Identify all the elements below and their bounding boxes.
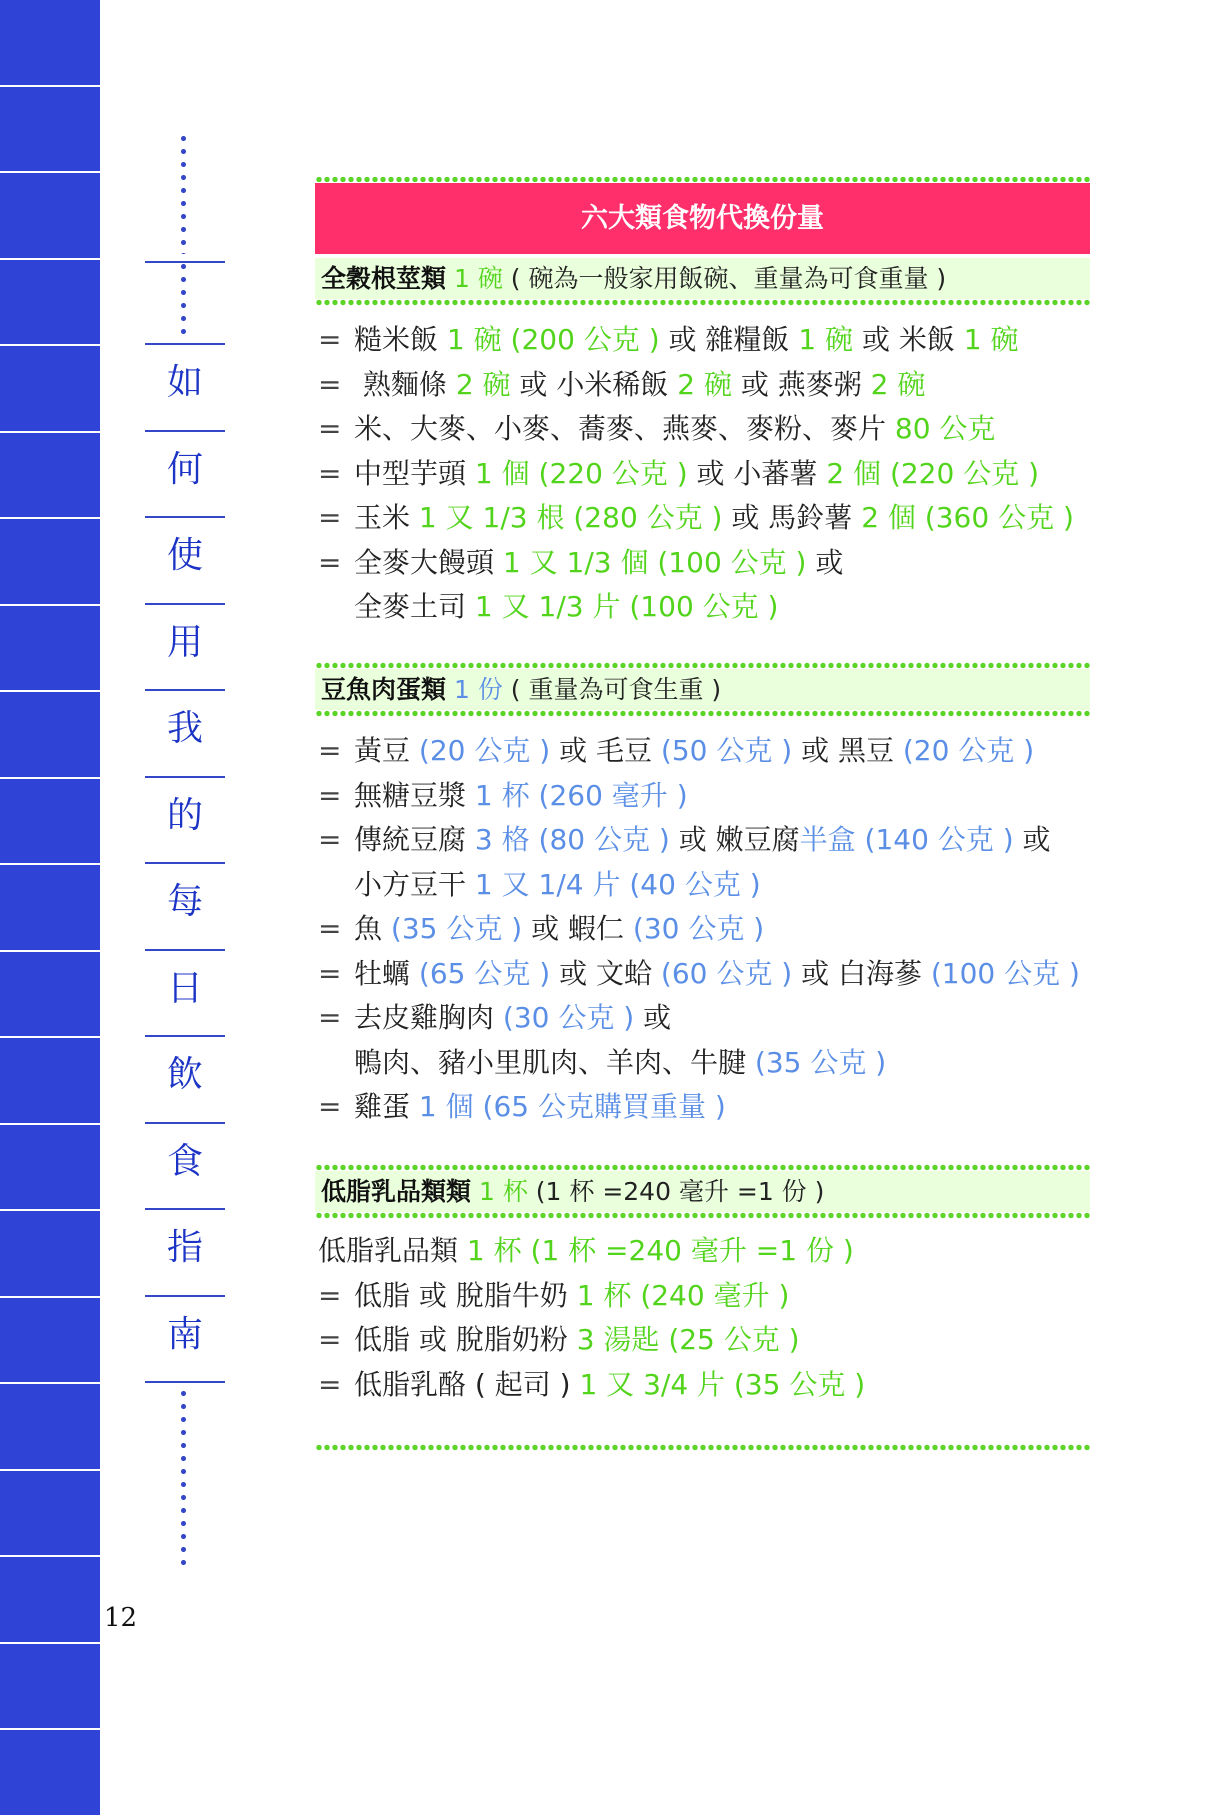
food-text: 熟麵條 (354, 367, 456, 401)
exchange-line (318, 1087, 726, 1127)
portion-amount: 2 個 (360 公克 ) (861, 501, 1074, 534)
left-color-strip (0, 0, 100, 1701)
portion-amount: 2 個 (220 公克 ) (826, 456, 1040, 490)
title-top-dots (180, 132, 187, 254)
portion-amount: 1 碗 (798, 323, 854, 356)
title-char: 日 (166, 967, 203, 1009)
strip-block (0, 173, 100, 260)
food-text: 低脂 或 脫脂牛奶 (354, 1278, 577, 1312)
food-text: 或 蝦仁 (522, 912, 633, 945)
title-divider-line (145, 430, 225, 432)
food-text: 中型芋頭 (354, 456, 475, 490)
strip-block (0, 1211, 100, 1298)
food-text: 或 嫩豆腐 (669, 823, 800, 856)
category-name: 豆魚肉蛋類 (321, 675, 447, 704)
category-note: ( 重量為可食生重 ) (502, 675, 722, 704)
strip-block (0, 87, 100, 174)
food-text: 全麥土司 (354, 590, 475, 623)
equals-sign: = (318, 323, 342, 356)
category-note: ( 碗為一般家用飯碗、重量為可食重量 ) (502, 264, 947, 293)
section-dotted-divider (315, 1164, 1090, 1171)
food-text: 雞蛋 (354, 1090, 419, 1123)
strip-block (0, 346, 100, 433)
strip-block (0, 779, 100, 866)
section-dotted-divider (315, 299, 1090, 306)
food-text: 牡蠣 (354, 956, 419, 990)
title-bottom-dots (180, 1387, 187, 1567)
strip-block (0, 1644, 100, 1731)
portion-amount: 1 又 1/3 片 (100 公克 ) (474, 590, 779, 623)
portion-amount: 半盒 (140 公克 ) (799, 823, 1014, 856)
title-char: 使 (166, 535, 203, 576)
portion-amount: 3 格 (80 公克 ) (474, 823, 670, 856)
title-divider-line (145, 1381, 225, 1383)
strip-block (0, 952, 100, 1039)
portion-amount: 2 碗 (455, 367, 511, 401)
food-text: 或 文蛤 (550, 956, 661, 990)
portion-amount: 1 又 1/3 根 (280 公克 ) (418, 501, 723, 534)
category-unit: 1 份 (446, 675, 503, 704)
title-divider-line (145, 689, 225, 691)
equals-sign: = (318, 1001, 342, 1034)
title-divider-line (145, 261, 225, 263)
bottom-dotted-divider (315, 1444, 1090, 1451)
category-name: 低脂乳品類類 (321, 1177, 472, 1206)
exchange-line (318, 409, 995, 449)
food-text: 或 燕麥粥 (731, 367, 871, 401)
food-text: 或 小蕃薯 (687, 456, 827, 490)
title-char: 的 (166, 794, 203, 836)
strip-block (0, 865, 100, 952)
portion-amount: 1 又 1/3 個 (100 公克 ) (502, 545, 807, 579)
food-text: 無糖豆漿 (354, 778, 475, 812)
portion-amount: 1 又 3/4 片 (35 公克 ) (579, 1367, 866, 1401)
portion-amount: (100 公克 ) (930, 956, 1080, 990)
title-char: 指 (166, 1227, 203, 1268)
food-text: 去皮雞胸肉 (354, 1001, 503, 1034)
category-header-dairy (315, 1171, 1090, 1212)
portion-amount: 1 個 (220 公克 ) (474, 456, 688, 490)
exchange-line (318, 1276, 789, 1316)
exchange-line (318, 454, 1039, 494)
food-text: 魚 (354, 912, 391, 945)
title-divider-line (145, 776, 225, 778)
strip-block (0, 1471, 100, 1558)
portion-amount: (20 公克 ) (418, 734, 551, 767)
strip-block (0, 1125, 100, 1212)
strip-block (0, 606, 100, 693)
equals-sign: = (318, 1278, 342, 1312)
food-text: 或 米飯 (853, 323, 964, 356)
equals-sign: = (318, 545, 342, 579)
equals-sign: = (318, 734, 342, 767)
exchange-line (318, 820, 1051, 860)
title-char: 何 (166, 448, 203, 490)
food-text: 黃豆 (354, 734, 419, 767)
exchange-line (318, 865, 761, 905)
strip-block (0, 692, 100, 779)
equals-sign: = (318, 823, 342, 856)
exchange-line (318, 587, 778, 627)
title-char: 用 (166, 621, 203, 663)
title-char: 如 (166, 362, 203, 403)
title-char: 食 (166, 1140, 203, 1182)
category-header-protein (315, 669, 1090, 710)
equals-sign: = (318, 412, 342, 445)
title-divider-line (145, 949, 225, 951)
food-text: 低脂乳品類 (318, 1234, 467, 1267)
food-text: 或 雜糧飯 (659, 323, 799, 356)
title-divider-line (145, 1295, 225, 1297)
category-header-grains (315, 258, 1090, 299)
equals-sign: = (318, 912, 342, 945)
section-dotted-divider (315, 1212, 1090, 1219)
portion-amount: 1 又 1/4 片 (40 公克 ) (474, 867, 761, 901)
title-char: 我 (166, 708, 203, 749)
category-unit: 1 杯 (471, 1177, 528, 1206)
food-text: 鴨肉、豬小里肌肉、羊肉、牛腱 (354, 1045, 755, 1079)
strip-block (0, 1730, 100, 1817)
portion-amount: 2 碗 (870, 367, 926, 401)
strip-block (0, 1038, 100, 1125)
category-name: 全穀根莖類 (321, 264, 447, 293)
food-text: 全麥大饅頭 (354, 545, 503, 579)
title-divider-line (145, 1122, 225, 1124)
exchange-line (318, 543, 843, 583)
food-text: 低脂乳酪 ( 起司 ) (354, 1367, 580, 1401)
top-dotted-divider (315, 176, 1090, 183)
portion-amount: 1 杯 (1 杯 =240 毫升 =1 份 ) (466, 1234, 854, 1267)
exchange-line (318, 1231, 854, 1271)
exchange-line (318, 498, 1074, 538)
food-text: 或 (1013, 823, 1051, 856)
portion-amount: 1 杯 (260 毫升 ) (474, 778, 688, 812)
category-unit: 1 碗 (446, 264, 503, 293)
table-title-banner: 六大類食物代換份量 (315, 183, 1090, 254)
portion-amount: (30 公克 ) (502, 1001, 635, 1034)
food-text: 糙米飯 (354, 323, 447, 356)
portion-amount: 80 公克 (894, 412, 996, 445)
strip-block (0, 1384, 100, 1471)
title-divider-line (145, 1208, 225, 1210)
section-dotted-divider (315, 710, 1090, 717)
exchange-line (318, 731, 1034, 771)
exchange-line (318, 909, 764, 949)
exchange-line (318, 1320, 800, 1360)
title-divider-line (145, 862, 225, 864)
food-text: 傳統豆腐 (354, 823, 475, 856)
portion-amount: 1 杯 (240 毫升 ) (576, 1278, 790, 1312)
food-text: 或 馬鈴薯 (722, 501, 862, 534)
food-text: 玉米 (354, 501, 419, 534)
equals-sign: = (318, 456, 342, 490)
portion-amount: (65 公克 ) (418, 956, 551, 990)
exchange-line (318, 776, 688, 816)
exchange-line (318, 998, 671, 1038)
strip-block (0, 433, 100, 520)
section-dotted-divider (315, 662, 1090, 669)
exchange-line (318, 1365, 865, 1405)
strip-block (0, 519, 100, 606)
food-text: 或 毛豆 (550, 734, 661, 767)
portion-amount: (60 公克 ) (660, 956, 793, 990)
exchange-line (318, 1043, 886, 1083)
food-text: 或 白海蔘 (792, 956, 931, 990)
equals-sign: = (318, 1090, 342, 1123)
exchange-line (318, 365, 925, 405)
equals-sign: = (318, 956, 342, 990)
portion-amount: 1 個 (65 公克購買重量 ) (418, 1090, 726, 1123)
food-text: 或 (634, 1001, 672, 1034)
portion-amount: (35 公克 ) (754, 1045, 887, 1079)
equals-sign: = (318, 501, 342, 534)
page-number: 12 (104, 1603, 138, 1633)
portion-amount: (20 公克 ) (902, 734, 1035, 767)
title-divider-line (145, 516, 225, 518)
strip-block (0, 260, 100, 347)
equals-sign: = (318, 1323, 342, 1356)
strip-block (0, 0, 100, 87)
equals-sign: = (318, 367, 342, 401)
food-text: 或 (806, 545, 844, 579)
portion-amount: 1 碗 (963, 323, 1019, 356)
portion-amount: 1 碗 (200 公克 ) (446, 323, 660, 356)
food-text: 小方豆干 (354, 867, 475, 901)
strip-block (0, 1298, 100, 1385)
equals-sign: = (318, 1367, 342, 1401)
food-text: 低脂 或 脫脂奶粉 (354, 1323, 577, 1356)
portion-amount: 3 湯匙 (25 公克 ) (576, 1323, 800, 1356)
exchange-line (318, 954, 1080, 994)
food-text: 或 小米稀飯 (510, 367, 678, 401)
equals-sign: = (318, 778, 342, 812)
portion-amount: 2 碗 (677, 367, 732, 401)
title-top-dots (180, 260, 187, 342)
title-divider-line (145, 603, 225, 605)
food-text: 米、大麥、小麥、蕎麥、燕麥、麥粉、麥片 (354, 412, 895, 445)
portion-amount: (30 公克 ) (632, 912, 765, 945)
portion-amount: (35 公克 ) (390, 912, 523, 945)
portion-amount: (50 公克 ) (660, 734, 793, 767)
category-note: (1 杯 =240 毫升 =1 份 ) (527, 1177, 825, 1206)
food-text: 或 黑豆 (792, 734, 903, 767)
title-divider-line (145, 1035, 225, 1037)
title-char: 南 (166, 1313, 203, 1355)
title-char: 每 (166, 881, 203, 922)
title-divider-line (145, 343, 225, 345)
strip-block (0, 1557, 100, 1644)
title-char: 飲 (166, 1054, 203, 1095)
exchange-line (318, 320, 1018, 360)
